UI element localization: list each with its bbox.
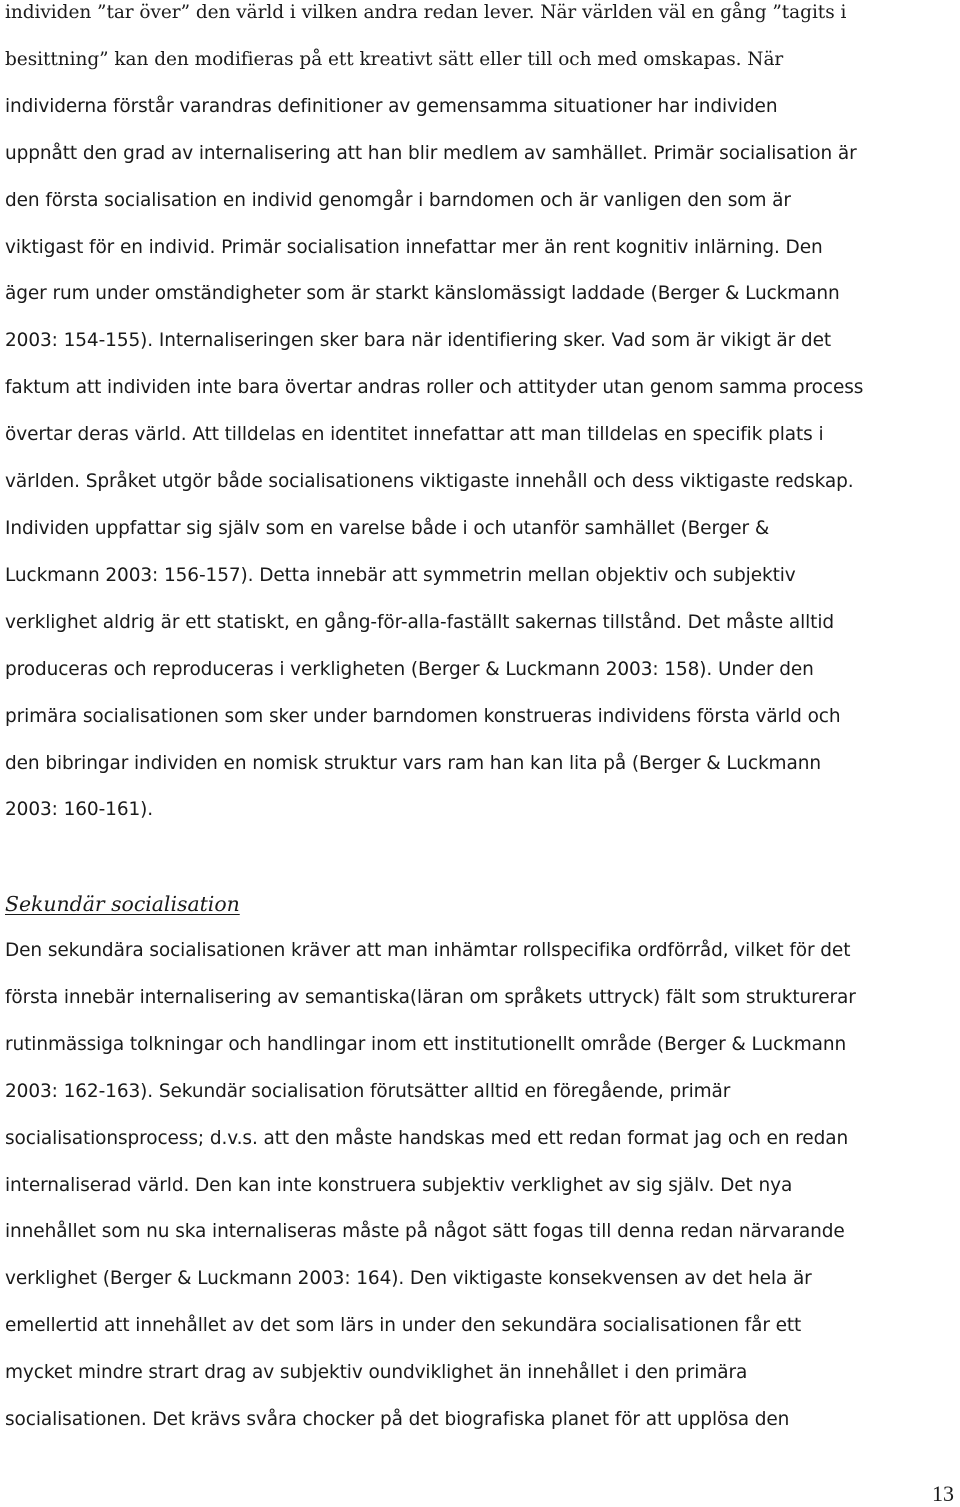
- text-line: verklighet (Berger & Luckmann 2003: 164). Den viktigaste konsekvensen av det hela är: [5, 1268, 812, 1290]
- text-line: äger rum under omständigheter som är starkt känslomässigt laddade (Berger & Luckmann: [5, 283, 840, 305]
- text-line: individen ”tar över” den värld i vilken andra redan lever. När världen väl en gång ”tagits i: [5, 2, 847, 23]
- text-line: den första socialisation en individ genomgår i barndomen och är vanligen den som är: [5, 189, 791, 211]
- text-line: internaliserad värld. Den kan inte konstruera subjektiv verklighet av sig själv. Det nya: [5, 1174, 793, 1196]
- text-line: produceras och reproduceras i verkligheten (Berger & Luckmann 2003: 158). Under den: [5, 658, 814, 680]
- section-heading: Sekundär socialisation: [5, 892, 240, 916]
- body-paragraph-primary: [5, 0, 960, 834]
- text-line: 2003: 154-155). Internaliseringen sker bara när identifiering sker. Vad som är vikigt är det: [5, 330, 832, 352]
- text-line: faktum att individen inte bara övertar andras roller och attityder utan genom samma process: [5, 377, 864, 399]
- text-line: socialisationsprocess; d.v.s. att den måste handskas med ett redan format jag och en redan: [5, 1127, 849, 1149]
- text-line: rutinmässiga tolkningar och handlingar inom ett institutionellt område (Berger & Luckmann: [5, 1033, 847, 1055]
- text-line: världen. Språket utgör både socialisationens viktigaste innehåll och dess viktigaste redskap.: [5, 471, 854, 493]
- text-line: uppnått den grad av internalisering att han blir medlem av samhället. Primär socialisation är: [5, 142, 857, 164]
- text-line: Den sekundära socialisationen kräver att man inhämtar rollspecifika ordförråd, vilket för det: [5, 940, 851, 961]
- text-line: den bibringar individen en nomisk struktur vars ram han kan lita på (Berger & Luckmann: [5, 752, 821, 774]
- text-line: individerna förstår varandras definitioner av gemensamma situationer har individen: [5, 95, 778, 117]
- text-line: mycket mindre strart drag av subjektiv oundviklighet än innehållet i den primära: [5, 1362, 748, 1384]
- text-line: första innebär internalisering av semantiska(läran om språkets uttryck) fält som strukturerar: [5, 986, 856, 1008]
- text-line: emellertid att innehållet av det som lärs in under den sekundära socialisationen får ett: [5, 1315, 802, 1337]
- text-line: 2003: 160-161).: [5, 799, 154, 821]
- body-paragraph-secondary: [5, 928, 960, 1444]
- text-line: primära socialisationen som sker under barndomen konstrueras individens första värld och: [5, 705, 841, 727]
- text-line: övertar deras värld. Att tilldelas en identitet innefattar att man tilldelas en specifik plats i: [5, 424, 824, 446]
- text-line: viktigast för en individ. Primär socialisation innefattar mer än rent kognitiv inlärning. Den: [5, 236, 823, 258]
- text-line: socialisationen. Det krävs svåra chocker på det biografiska planet för att upplösa den: [5, 1409, 790, 1431]
- text-line: Individen uppfattar sig själv som en varelse både i och utanför samhället (Berger &: [5, 517, 770, 539]
- page-number: 13: [932, 1481, 954, 1506]
- text-line: 2003: 162-163). Sekundär socialisation förutsätter alltid en föregående, primär: [5, 1080, 731, 1102]
- text-line: verklighet aldrig är ett statiskt, en gång-för-alla-faställt sakernas tillstånd. Det måste alltid: [5, 611, 835, 633]
- text-line: Luckmann 2003: 156-157). Detta innebär att symmetrin mellan objektiv och subjektiv: [5, 564, 796, 586]
- text-line: besittning” kan den modifieras på ett kreativt sätt eller till och med omskapas. När: [5, 48, 784, 70]
- text-line: innehållet som nu ska internaliseras måste på något sätt fogas till denna redan närvarande: [5, 1221, 845, 1243]
